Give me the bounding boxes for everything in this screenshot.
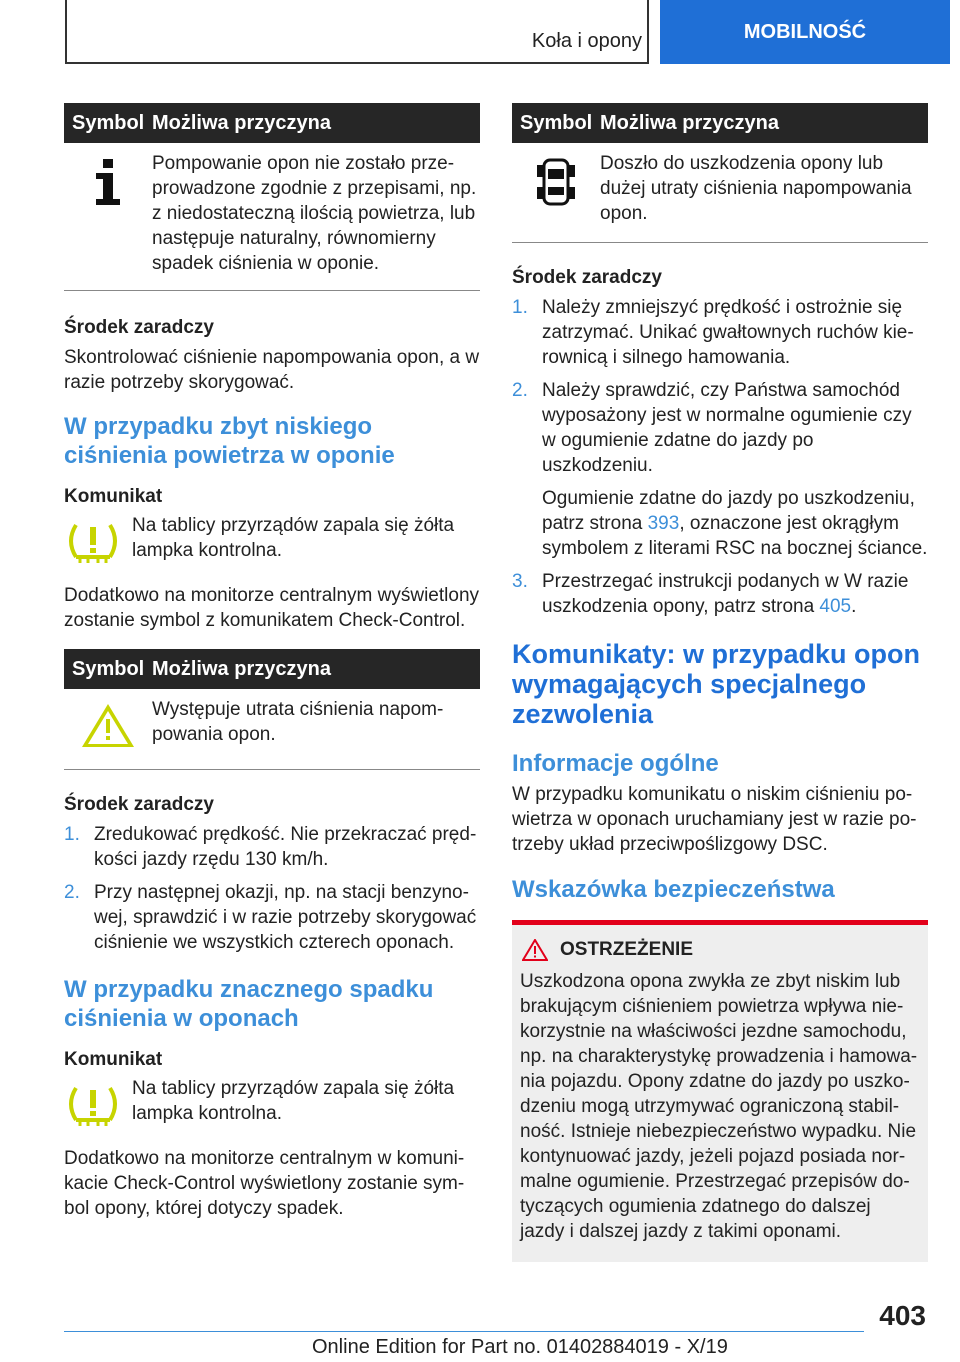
message-title: Komunikat [64, 1049, 163, 1070]
table-row [512, 143, 928, 243]
remedy-list [512, 295, 928, 619]
section-heading-general-info: Informacje ogólne [512, 750, 719, 777]
header-section-title: Koła i opony [531, 30, 642, 52]
right-column [512, 103, 928, 1262]
symbol-header: Symbol [520, 111, 593, 134]
tire-pressure-warning-icon [64, 513, 132, 565]
symbol-header: Symbol [72, 657, 145, 680]
list-number: 1. [512, 297, 528, 318]
list-item [512, 378, 928, 478]
car-tire-damage-icon [512, 151, 600, 226]
section-heading-pressure-drop: W przypadku znacznego spadku ciśnienia w oponach [64, 976, 434, 1032]
section-heading-low-pressure: W przypadku zbyt niskiego ciśnienia powietrza w oponie [64, 413, 395, 469]
table-header [64, 103, 480, 143]
extra-info: Dodatkowo na monitorze centralnym w komunikacie Check-Control wyświetlony zostanie symbol opony, której dotyczy spadek. [64, 1148, 465, 1219]
remedy-title: Środek zaradczy [64, 794, 214, 815]
symbol-header: Symbol [72, 111, 145, 134]
warning-triangle-icon [522, 939, 548, 961]
left-column [64, 103, 480, 1221]
item-text: Przestrzegać instrukcji podanych w W razie uszkodzenia opony, patrz strona [542, 571, 909, 617]
warning-text: Uszkodzona opona zwykła ze zbyt niskim lub brakującym ciśnieniem powietrza wpływa niekorzystnie na właściwości jezdne samochodu, np. na charakterystykę prowadzenia i hamowania pojazdu. Opony zdatne do jazdy po uszkodzeniu mogą utrzymywać ograniczoną stabilność. Istnieje niebezpieczeństwo wypadku. Nie kontynuować jazdy, jeżeli pojazd posiada normalne ogumienie. Przestrzegać przepisów dotyczących ogumienia zdatnego do dalszej jazdy i dalszej jazdy z takimi oponami. [520, 971, 918, 1242]
chapter-heading: Komunikaty: w przypadku opon wymagających specjalnego zezwolenia [512, 639, 921, 729]
footer-divider [64, 1331, 864, 1332]
list-item [64, 822, 480, 872]
section-heading-safety: Wskazówka bezpieczeństwa [512, 876, 835, 903]
info-text: W przypadku komunikatu o niskim ciśnieniu powietrza w oponach uruchamiany jest w razie potrzeby układ przeciwpoślizgowy DSC. [512, 784, 917, 855]
cause-header: Możliwa przyczyna [600, 111, 779, 134]
message-title: Komunikat [64, 486, 163, 507]
page-link-393[interactable]: 393 [647, 513, 680, 534]
warning-title: OSTRZEŻENIE [560, 939, 694, 960]
page-link-405[interactable]: 405 [819, 596, 852, 617]
list-number: 3. [512, 571, 528, 592]
cause-header: Możliwa przyczyna [152, 111, 331, 134]
table-row [64, 143, 480, 291]
table-header [64, 649, 480, 689]
list-number: 2. [512, 380, 528, 401]
remedy-title: Środek zaradczy [64, 317, 214, 338]
cause-text: Występuje utrata ciśnienia napompowania opon. [152, 699, 444, 745]
list-text [542, 569, 928, 619]
message-block [64, 1076, 480, 1128]
list-item-note [512, 486, 928, 561]
list-text: Zredukować prędkość. Nie przekraczać prędkości jazdy rzędu 130 km/h. [94, 824, 477, 870]
warning-triangle-icon [64, 697, 152, 749]
remedy-list [64, 822, 480, 955]
list-item [64, 880, 480, 955]
note-text: Ogumienie zdatne do jazdy po uszkodzeniu, patrz strona [542, 488, 915, 534]
table-header [512, 103, 928, 143]
header-chapter-tab[interactable]: MOBILNOŚĆ [660, 0, 950, 64]
remedy-title: Środek zaradczy [512, 267, 662, 288]
list-text: Należy sprawdzić, czy Państwa samochód wyposażony jest w normalne ogumienie czy w ogumienie zdatne do jazdy po uszkodzeniu. [542, 380, 912, 476]
cause-text: Doszło do uszkodzenia opony lub dużej utraty ciśnienia napompowania opon. [600, 153, 912, 224]
table-row [64, 689, 480, 770]
cause-text: Pompowanie opon nie zostało przeprowadzone zgodnie z przepisami, np. z niedostateczną ilością powietrza, lub następuje naturalny, równomierny spadek ciśnienia w oponie. [152, 153, 477, 274]
list-item [512, 569, 928, 619]
list-note [542, 486, 928, 561]
item-text-end: . [851, 596, 857, 617]
cause-header: Możliwa przyczyna [152, 657, 331, 680]
tire-pressure-warning-icon [64, 1076, 132, 1128]
note-text-end: , oznaczone jest okrągłym symbolem z literami RSC na bocznej ściance. [542, 513, 928, 559]
message-block [64, 513, 480, 565]
list-item [512, 295, 928, 370]
info-icon [64, 151, 152, 276]
footer-text: Online Edition for Part no. 01402884019 - X/19 [312, 1336, 728, 1358]
list-number: 2. [64, 882, 80, 903]
remedy-text: Skontrolować ciśnienie napompowania opon, a w razie potrzeby skorygować. [64, 347, 480, 393]
page-number: 403 [879, 1300, 926, 1331]
warning-box [512, 920, 928, 1262]
list-text: Należy zmniejszyć prędkość i ostrożnie się zatrzymać. Unikać gwałtownych ruchów kierownicą i silnego hamowania. [542, 297, 914, 368]
message-text: Na tablicy przyrządów zapala się żółta lampka kontrolna. [132, 1078, 455, 1124]
warning-title-row [520, 939, 920, 961]
list-text: Przy następnej okazji, np. na stacji benzynowej, sprawdzić i w razie potrzeby skorygować ciśnienie we wszystkich czterech oponach. [94, 882, 477, 953]
list-number: 1. [64, 824, 80, 845]
extra-info: Dodatkowo na monitorze centralnym wyświetlony zostanie symbol z komunikatem Check-Control. [64, 585, 480, 631]
message-text: Na tablicy przyrządów zapala się żółta lampka kontrolna. [132, 515, 455, 561]
